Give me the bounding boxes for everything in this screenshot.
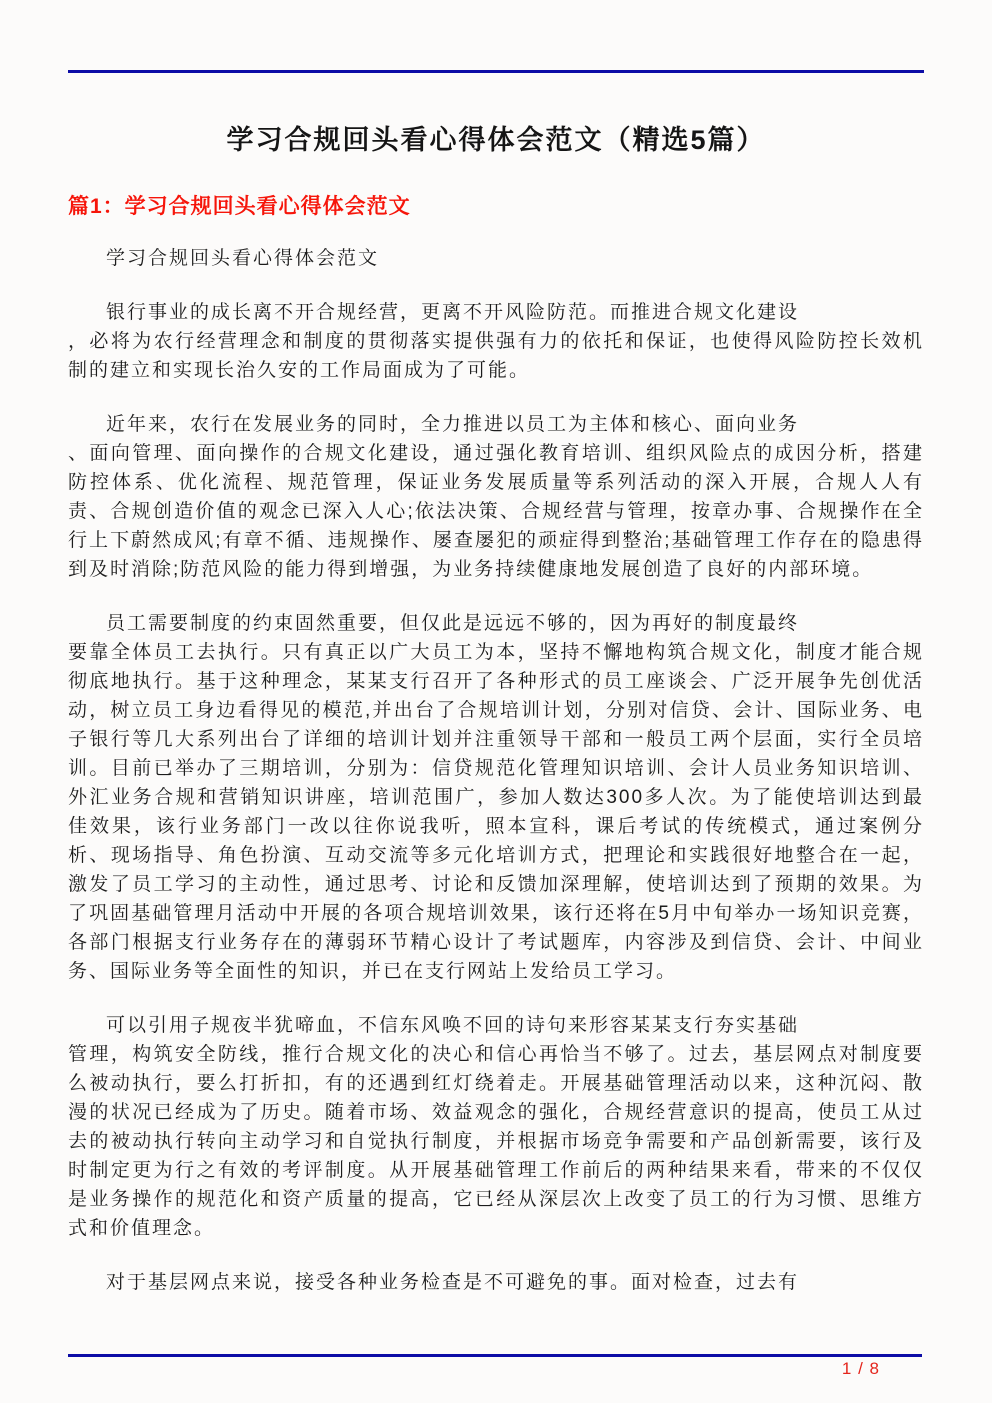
header-rule: [68, 70, 924, 73]
footer-rule: [68, 1354, 922, 1357]
paragraph-first-line: 学习合规回头看心得体会范文: [106, 248, 380, 269]
paragraph: [68, 1268, 924, 1297]
document-content: [68, 0, 924, 1322]
paragraph-continuation: 、面向管理、面向操作的合规文化建设，通过强化教育培训、组织风险点的成因分析，搭建防控体系、优化流程、规范管理，保证业务发展质量等系列活动的深入开展，合规人人有责、合规创造价值的观念已深入人心;依法决策、合规经营与管理，按章办事、合规操作在全行上下蔚然成风;有章不循、违规操作、屡查屡犯的顽症得到整治;基础管理工作存在的隐患得到及时消除;防范风险的能力得到增强，为业务持续健康地发展创造了良好的内部环境。: [68, 443, 924, 580]
paragraph-first-line: 对于基层网点来说，接受各种业务检查是不可避免的事。面对检查，过去有: [106, 1272, 800, 1293]
document-body: [68, 244, 924, 1297]
paragraph-first-line: 银行事业的成长离不开合规经营，更离不开风险防范。而推进合规文化建设: [106, 302, 800, 323]
paragraph-first-line: 可以引用子规夜半犹啼血，不信东风唤不回的诗句来形容某某支行夯实基础: [106, 1015, 800, 1036]
page-number: 1 / 8: [841, 1359, 880, 1378]
paragraph: [68, 609, 924, 986]
page-title: 学习合规回头看心得体会范文（精选5篇）: [226, 125, 766, 155]
paragraph: [68, 244, 924, 273]
paragraph: [68, 410, 924, 584]
paragraph-continuation: 要靠全体员工去执行。只有真正以广大员工为本，坚持不懈地构筑合规文化，制度才能合规彻底地执行。基于这种理念，某某支行召开了各种形式的员工座谈会、广泛开展争先创优活动，树立员工身边看得见的模范,并出台了合规培训计划，分别对信贷、会计、国际业务、电子银行等几大系列出台了详细的培训计划并注重领导干部和一般员工两个层面，实行全员培训。目前已举办了三期培训，分别为：信贷规范化管理知识培训、会计人员业务知识培训、外汇业务合规和营销知识讲座，培训范围广，参加人数达300多人次。为了能使培训达到最佳效果，该行业务部门一改以往你说我听，照本宣科，课后考试的传统模式，通过案例分析、现场指导、角色扮演、互动交流等多元化培训方式，把理论和实践很好地整合在一起，激发了员工学习的主动性，通过思考、讨论和反馈加深理解，使培训达到了预期的效果。为了巩固基础管理月活动中开展的各项合规培训效果，该行还将在5月中旬举办一场知识竞赛，各部门根据支行业务存在的薄弱环节精心设计了考试题库，内容涉及到信贷、会计、中间业务、国际业务等全面性的知识，并已在支行网站上发给员工学习。: [68, 642, 924, 982]
paragraph-first-line: 员工需要制度的约束固然重要，但仅此是远远不够的，因为再好的制度最终: [106, 613, 800, 634]
paragraph-first-line: 近年来，农行在发展业务的同时，全力推进以员工为主体和核心、面向业务: [106, 414, 800, 435]
paragraph: [68, 1011, 924, 1243]
section-1-heading: 篇1：学习合规回头看心得体会范文: [68, 195, 411, 218]
paragraph: [68, 298, 924, 385]
paragraph-continuation: ，必将为农行经营理念和制度的贯彻落实提供强有力的依托和保证，也使得风险防控长效机制的建立和实现长治久安的工作局面成为了可能。: [68, 331, 924, 381]
paragraph-continuation: 管理，构筑安全防线，推行合规文化的决心和信心再恰当不够了。过去，基层网点对制度要么被动执行，要么打折扣，有的还遇到红灯绕着走。开展基础管理活动以来，这种沉闷、散漫的状况已经成为了历史。随着市场、效益观念的强化，合规经营意识的提高，使员工从过去的被动执行转向主动学习和自觉执行制度，并根据市场竞争需要和产品创新需要，该行及时制定更为行之有效的考评制度。从开展基础管理工作前后的两种结果来看，带来的不仅仅是业务操作的规范化和资产质量的提高，它已经从深层次上改变了员工的行为习惯、思维方式和价值理念。: [68, 1044, 924, 1239]
